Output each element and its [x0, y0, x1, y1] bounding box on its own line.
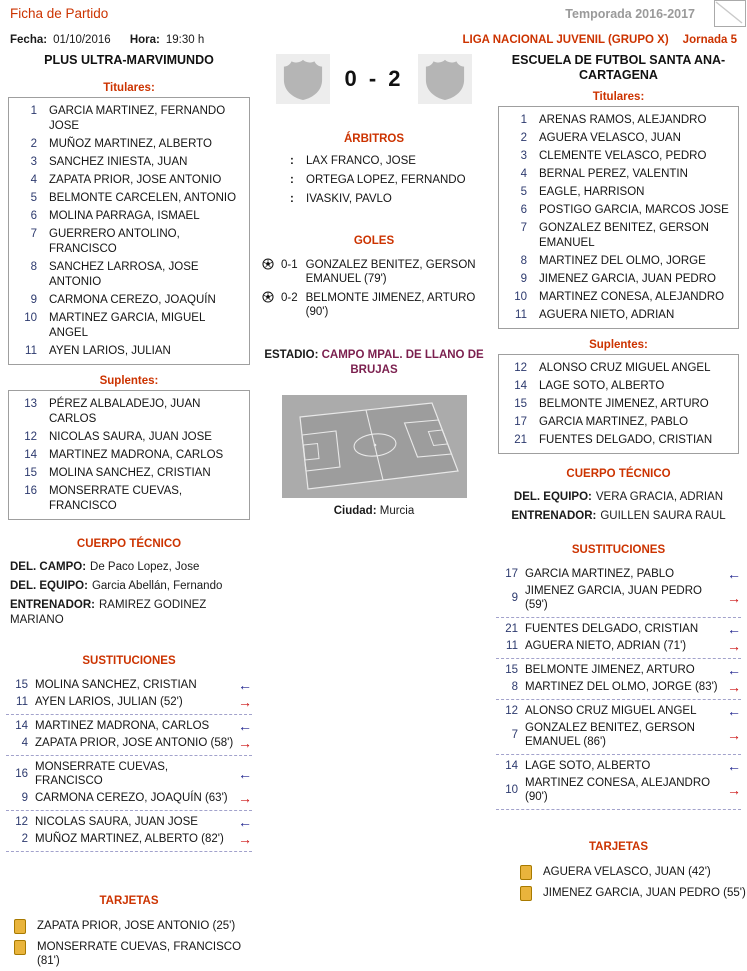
goal-player: BELMONTE JIMENEZ, ARTURO (90') — [305, 291, 476, 318]
player-number: 12 — [514, 361, 527, 374]
player-name: BELMONTE CARCELEN, ANTONIO — [49, 191, 237, 204]
away-team-name: ESCUELA DE FUTBOL SANTA ANA-CARTAGENA — [511, 53, 726, 82]
player-number: 14 — [24, 448, 37, 461]
player-name: LAGE SOTO, ALBERTO — [539, 379, 665, 392]
staff-role-label: DEL. EQUIPO: — [513, 491, 592, 503]
home-subs-title: SUSTITUCIONES — [82, 655, 176, 667]
sub-out-arrow-icon: → — [238, 734, 252, 751]
sub-in-arrow-icon: ← — [727, 565, 741, 582]
player-number: 8 — [30, 260, 37, 273]
round-label: Jornada 5 — [682, 34, 737, 46]
sub-out-arrow-icon: → — [727, 726, 741, 743]
player-row — [499, 270, 738, 288]
player-number: 16 — [15, 767, 28, 780]
player-number: 14 — [15, 719, 28, 732]
home-substitutions — [6, 674, 252, 852]
player-name: FUENTES DELGADO, CRISTIAN — [525, 622, 699, 635]
player-name: GONZALEZ BENITEZ, GERSON EMANUEL — [539, 221, 709, 249]
sub-out-arrow-icon: → — [238, 830, 252, 847]
away-staff-list — [490, 488, 747, 526]
staff-person-name: GUILLEN SAURA RAUL — [600, 510, 726, 522]
player-number: 8 — [511, 680, 518, 693]
yellow-card-icon — [14, 940, 26, 955]
player-row — [499, 306, 738, 324]
player-number: 15 — [15, 678, 28, 691]
player-name: EAGLE, HARRISON — [539, 185, 645, 198]
staff-person-name: RAMIREZ GODINEZ MARIANO — [10, 599, 207, 626]
yellow-card-icon — [520, 865, 532, 880]
player-number: 13 — [24, 397, 37, 410]
player-row — [9, 291, 249, 309]
referee-name: ORTEGA LOPEZ, FERNANDO — [306, 173, 466, 186]
player-row — [9, 135, 249, 153]
season-label: Temporada 2016-2017 — [565, 7, 695, 21]
player-number: 7 — [511, 728, 518, 741]
home-column — [0, 51, 258, 971]
yellow-card-icon — [520, 886, 532, 901]
staff-person-name: VERA GRACIA, ADRIAN — [595, 491, 724, 503]
home-titulares-title: Titulares: — [103, 82, 155, 94]
substitution-out-row — [6, 693, 252, 710]
player-row — [9, 482, 249, 515]
city-label: Ciudad: — [333, 505, 377, 517]
city-line — [258, 505, 490, 517]
away-staff-title: CUERPO TÉCNICO — [566, 468, 671, 480]
player-name: ALONSO CRUZ MIGUEL ANGEL — [525, 704, 697, 717]
time-label: Hora: — [129, 34, 160, 46]
player-row — [499, 252, 738, 270]
player-number: 15 — [514, 397, 527, 410]
page-title: Ficha de Partido — [10, 6, 109, 21]
substitution-pair — [496, 618, 741, 659]
card-row — [520, 883, 747, 904]
player-number: 9 — [520, 272, 527, 285]
goals-list — [258, 255, 490, 321]
player-number: 12 — [24, 430, 37, 443]
home-crest-icon — [276, 54, 330, 104]
substitution-in-row — [496, 661, 741, 678]
player-number: 8 — [520, 254, 527, 267]
yellow-card-icon — [14, 919, 26, 934]
player-number: 4 — [21, 736, 28, 749]
sub-out-arrow-icon: → — [727, 637, 741, 654]
player-row — [9, 395, 249, 428]
staff-person-name: De Paco Lopez, Jose — [90, 561, 200, 573]
player-name: MARTINEZ MADRONA, CARLOS — [35, 719, 210, 732]
staff-row — [490, 488, 747, 507]
staff-person-name: Garcia Abellán, Fernando — [91, 580, 223, 592]
referee-row — [258, 170, 490, 189]
player-row — [9, 225, 249, 258]
time-value: 19:30 h — [165, 34, 205, 46]
substitution-in-row — [496, 620, 741, 637]
player-number: 14 — [505, 759, 518, 772]
player-name: AYEN LARIOS, JULIAN (52') — [35, 695, 183, 708]
player-number: 9 — [21, 791, 28, 804]
referee-colon: : — [290, 192, 294, 205]
player-row — [499, 395, 738, 413]
league-line — [463, 34, 738, 46]
player-row — [499, 129, 738, 147]
substitution-in-row — [6, 676, 252, 693]
staff-role-label: ENTRENADOR: — [10, 599, 95, 611]
player-number: 14 — [514, 379, 527, 392]
player-row — [9, 428, 249, 446]
player-number: 2 — [30, 137, 37, 150]
player-number: 10 — [505, 783, 518, 796]
date-value: 01/10/2016 — [53, 34, 111, 46]
goals-title: GOLES — [353, 235, 395, 247]
away-suplentes-list — [498, 354, 739, 454]
card-row — [14, 916, 258, 937]
home-staff-list — [0, 558, 258, 630]
player-number: 9 — [511, 591, 518, 604]
header-bar — [0, 0, 747, 21]
player-name: GONZALEZ BENITEZ, GERSON EMANUEL (86') — [525, 721, 695, 748]
sub-in-arrow-icon: ← — [238, 717, 252, 734]
sub-in-arrow-icon: ← — [238, 813, 252, 830]
sub-in-arrow-icon: ← — [727, 757, 741, 774]
referees-list — [258, 151, 490, 208]
staff-role-label: DEL. EQUIPO: — [10, 580, 88, 592]
player-row — [9, 102, 249, 135]
away-substitutions — [496, 563, 741, 810]
substitution-pair — [496, 755, 741, 810]
sub-out-arrow-icon: → — [238, 789, 252, 806]
player-row — [499, 165, 738, 183]
player-number: 11 — [506, 639, 518, 652]
player-row — [9, 258, 249, 291]
player-name: FUENTES DELGADO, CRISTIAN — [539, 433, 713, 446]
diagonal-line-icon — [715, 1, 743, 24]
away-cards-title: TARJETAS — [589, 841, 648, 853]
substitution-pair — [6, 674, 252, 715]
player-name: MARTINEZ DEL OLMO, JORGE — [539, 254, 706, 267]
substitution-in-row — [6, 813, 252, 830]
player-name: LAGE SOTO, ALBERTO — [525, 759, 651, 772]
substitution-out-row — [496, 637, 741, 654]
player-number: 1 — [30, 104, 37, 117]
player-row — [499, 359, 738, 377]
player-name: JIMENEZ GARCIA, JUAN PEDRO (59') — [525, 584, 702, 611]
player-name: ALONSO CRUZ MIGUEL ANGEL — [539, 361, 711, 374]
substitution-pair — [496, 563, 741, 618]
sub-in-arrow-icon: ← — [727, 702, 741, 719]
staff-row — [0, 596, 258, 630]
substitution-out-row — [496, 719, 741, 750]
player-name: BELMONTE JIMENEZ, ARTURO — [525, 663, 695, 676]
player-number: 6 — [30, 209, 37, 222]
date-time — [10, 34, 210, 46]
player-row — [9, 464, 249, 482]
carded-player-name: AGUERA VELASCO, JUAN (42') — [543, 866, 711, 878]
substitution-pair — [496, 700, 741, 755]
player-name: MARTINEZ CONESA, ALEJANDRO — [539, 290, 725, 303]
substitution-pair — [496, 659, 741, 700]
away-cards-list — [490, 862, 747, 904]
city-value: Murcia — [379, 505, 415, 517]
player-name: PÉREZ ALBALADEJO, JUAN CARLOS — [49, 397, 201, 425]
player-number: 6 — [520, 203, 527, 216]
player-number: 9 — [30, 293, 37, 306]
player-number: 5 — [520, 185, 527, 198]
substitution-out-row — [496, 582, 741, 613]
player-name: GARCIA MARTINEZ, FERNANDO JOSE — [49, 104, 226, 132]
player-row — [9, 342, 249, 360]
sub-out-arrow-icon: → — [727, 678, 741, 695]
substitution-in-row — [6, 717, 252, 734]
player-number: 17 — [505, 567, 518, 580]
sub-in-arrow-icon: ← — [238, 765, 252, 782]
card-row — [14, 937, 258, 971]
player-number: 11 — [515, 308, 527, 321]
player-number: 15 — [24, 466, 37, 479]
player-number: 7 — [30, 227, 37, 240]
player-name: NICOLAS SAURA, JUAN JOSE — [49, 430, 212, 443]
player-row — [499, 413, 738, 431]
soccer-ball-icon — [262, 291, 274, 319]
player-name: GUERRERO ANTOLINO, FRANCISCO — [49, 227, 180, 255]
player-name: MUÑOZ MARTINEZ, ALBERTO (82') — [35, 832, 224, 845]
player-number: 2 — [21, 832, 28, 845]
player-number: 16 — [24, 484, 37, 497]
stadium-label: ESTADIO: — [264, 349, 319, 361]
away-titulares-list — [498, 106, 739, 329]
player-number: 10 — [24, 311, 37, 324]
home-cards-list — [0, 916, 258, 971]
card-row — [520, 862, 747, 883]
player-number: 12 — [15, 815, 28, 828]
player-name: MUÑOZ MARTINEZ, ALBERTO — [49, 137, 212, 150]
substitution-pair — [6, 811, 252, 852]
player-name: GARCIA MARTINEZ, PABLO — [525, 567, 675, 580]
player-name: JIMENEZ GARCIA, JUAN PEDRO — [539, 272, 716, 285]
substitution-in-row — [6, 758, 252, 789]
player-number: 2 — [520, 131, 527, 144]
player-number: 10 — [514, 290, 527, 303]
referee-row — [258, 151, 490, 170]
player-name: SANCHEZ INIESTA, JUAN — [49, 155, 188, 168]
away-titulares-title: Titulares: — [592, 91, 645, 103]
stadium-line — [258, 348, 490, 378]
staff-role-label: DEL. CAMPO: — [10, 561, 87, 573]
player-name: MARTINEZ CONESA, ALEJANDRO (90') — [525, 776, 711, 803]
substitution-out-row — [496, 774, 741, 805]
substitution-in-row — [496, 702, 741, 719]
goal-row — [260, 288, 488, 321]
substitution-out-row — [496, 678, 741, 695]
score: 0 - 2 — [344, 66, 404, 91]
referees-title: ÁRBITROS — [343, 133, 405, 145]
staff-role-label: ENTRENADOR: — [511, 510, 597, 522]
substitution-in-row — [496, 757, 741, 774]
carded-player-name: MONSERRATE CUEVAS, FRANCISCO (81') — [37, 941, 242, 967]
sub-out-arrow-icon: → — [238, 693, 252, 710]
player-name: CARMONA CEREZO, JOAQUÍN (63') — [35, 791, 228, 804]
substitution-pair — [6, 715, 252, 756]
player-name: CARMONA CEREZO, JOAQUÍN — [49, 293, 216, 306]
player-name: AGUERA NIETO, ADRIAN (71') — [525, 639, 687, 652]
substitution-out-row — [6, 789, 252, 806]
staff-row — [490, 507, 747, 526]
player-number: 17 — [514, 415, 527, 428]
player-row — [499, 288, 738, 306]
home-suplentes-list — [8, 390, 250, 520]
referee-name: LAX FRANCO, JOSE — [306, 154, 416, 167]
content-columns — [0, 51, 747, 971]
home-cards-title: TARJETAS — [99, 895, 159, 907]
goal-score: 0-1 — [281, 258, 298, 271]
carded-player-name: ZAPATA PRIOR, JOSE ANTONIO (25') — [37, 920, 236, 932]
away-crest-icon — [418, 54, 472, 104]
sub-in-arrow-icon: ← — [727, 620, 741, 637]
player-row — [499, 431, 738, 449]
home-suplentes-title: Suplentes: — [99, 375, 159, 387]
player-row — [499, 183, 738, 201]
player-name: AGUERA NIETO, ADRIAN — [539, 308, 675, 321]
substitution-in-row — [496, 565, 741, 582]
goal-score: 0-2 — [281, 291, 298, 304]
corner-button[interactable] — [714, 0, 746, 27]
home-titulares-list — [8, 97, 250, 365]
player-row — [9, 171, 249, 189]
home-team-name: PLUS ULTRA-MARVIMUNDO — [44, 53, 214, 67]
player-name: MOLINA PARRAGA, ISMAEL — [49, 209, 200, 222]
player-row — [499, 147, 738, 165]
player-row — [9, 309, 249, 342]
player-name: CLEMENTE VELASCO, PEDRO — [539, 149, 707, 162]
staff-row — [0, 577, 258, 596]
player-row — [499, 201, 738, 219]
player-number: 4 — [30, 173, 37, 186]
goal-player: GONZALEZ BENITEZ, GERSON EMANUEL (79') — [305, 258, 476, 285]
player-number: 12 — [505, 704, 518, 717]
carded-player-name: JIMENEZ GARCIA, JUAN PEDRO (55') — [543, 887, 746, 899]
player-row — [9, 189, 249, 207]
sub-in-arrow-icon: ← — [238, 676, 252, 693]
league-name: LIGA NACIONAL JUVENIL (GRUPO X) — [462, 34, 669, 46]
player-number: 11 — [16, 695, 28, 708]
player-name: BERNAL PEREZ, VALENTIN — [539, 167, 688, 180]
player-row — [9, 446, 249, 464]
staff-row — [0, 558, 258, 577]
player-number: 11 — [25, 344, 37, 357]
referee-row — [258, 189, 490, 208]
player-number: 21 — [514, 433, 527, 446]
scoreline — [258, 54, 490, 104]
player-name: MONSERRATE CUEVAS, FRANCISCO — [49, 484, 183, 512]
referee-colon: : — [290, 154, 294, 167]
player-number: 21 — [505, 622, 518, 635]
sub-in-arrow-icon: ← — [727, 661, 741, 678]
referee-colon: : — [290, 173, 294, 186]
stadium-photo — [282, 395, 467, 498]
player-name: MONSERRATE CUEVAS, FRANCISCO — [35, 760, 169, 787]
away-suplentes-title: Suplentes: — [589, 339, 648, 351]
player-row — [9, 207, 249, 225]
player-name: GARCIA MARTINEZ, PABLO — [539, 415, 689, 428]
away-column — [490, 51, 747, 971]
referee-name: IVASKIV, PAVLO — [306, 192, 392, 205]
goal-row — [260, 255, 488, 288]
player-name: ZAPATA PRIOR, JOSE ANTONIO — [49, 173, 222, 186]
player-number: 7 — [520, 221, 527, 234]
player-number: 4 — [520, 167, 527, 180]
player-name: AYEN LARIOS, JULIAN — [49, 344, 171, 357]
pitch-image — [282, 395, 467, 498]
player-name: MARTINEZ DEL OLMO, JORGE (83') — [525, 680, 718, 693]
substitution-out-row — [6, 830, 252, 847]
center-column — [258, 51, 490, 971]
substitution-out-row — [6, 734, 252, 751]
player-number: 3 — [30, 155, 37, 168]
player-row — [499, 111, 738, 129]
player-name: ZAPATA PRIOR, JOSE ANTONIO (58') — [35, 736, 234, 749]
player-number: 1 — [520, 113, 527, 126]
player-number: 5 — [30, 191, 37, 204]
player-name: SANCHEZ LARROSA, JOSE ANTONIO — [49, 260, 199, 288]
match-info-bar — [0, 21, 747, 46]
substitution-pair — [6, 756, 252, 811]
player-name: POSTIGO GARCIA, MARCOS JOSE — [539, 203, 729, 216]
home-staff-title: CUERPO TÉCNICO — [76, 538, 182, 550]
player-name: NICOLAS SAURA, JUAN JOSE — [35, 815, 198, 828]
player-row — [499, 377, 738, 395]
player-name: AGUERA VELASCO, JUAN — [539, 131, 681, 144]
player-name: MARTINEZ MADRONA, CARLOS — [49, 448, 224, 461]
player-row — [9, 153, 249, 171]
player-number: 15 — [505, 663, 518, 676]
player-row — [499, 219, 738, 252]
sub-out-arrow-icon: → — [727, 781, 741, 798]
player-number: 3 — [520, 149, 527, 162]
player-name: MOLINA SANCHEZ, CRISTIAN — [35, 678, 197, 691]
date-label: Fecha: — [10, 34, 48, 46]
sub-out-arrow-icon: → — [727, 589, 741, 606]
player-name: ARENAS RAMOS, ALEJANDRO — [539, 113, 707, 126]
player-name: BELMONTE JIMENEZ, ARTURO — [539, 397, 709, 410]
soccer-ball-icon — [262, 258, 274, 286]
player-name: MOLINA SANCHEZ, CRISTIAN — [49, 466, 211, 479]
away-subs-title: SUSTITUCIONES — [571, 544, 666, 556]
stadium-link[interactable]: CAMPO MPAL. DE LLANO DE BRUJAS — [321, 349, 484, 376]
player-name: MARTINEZ GARCIA, MIGUEL ANGEL — [49, 311, 205, 339]
